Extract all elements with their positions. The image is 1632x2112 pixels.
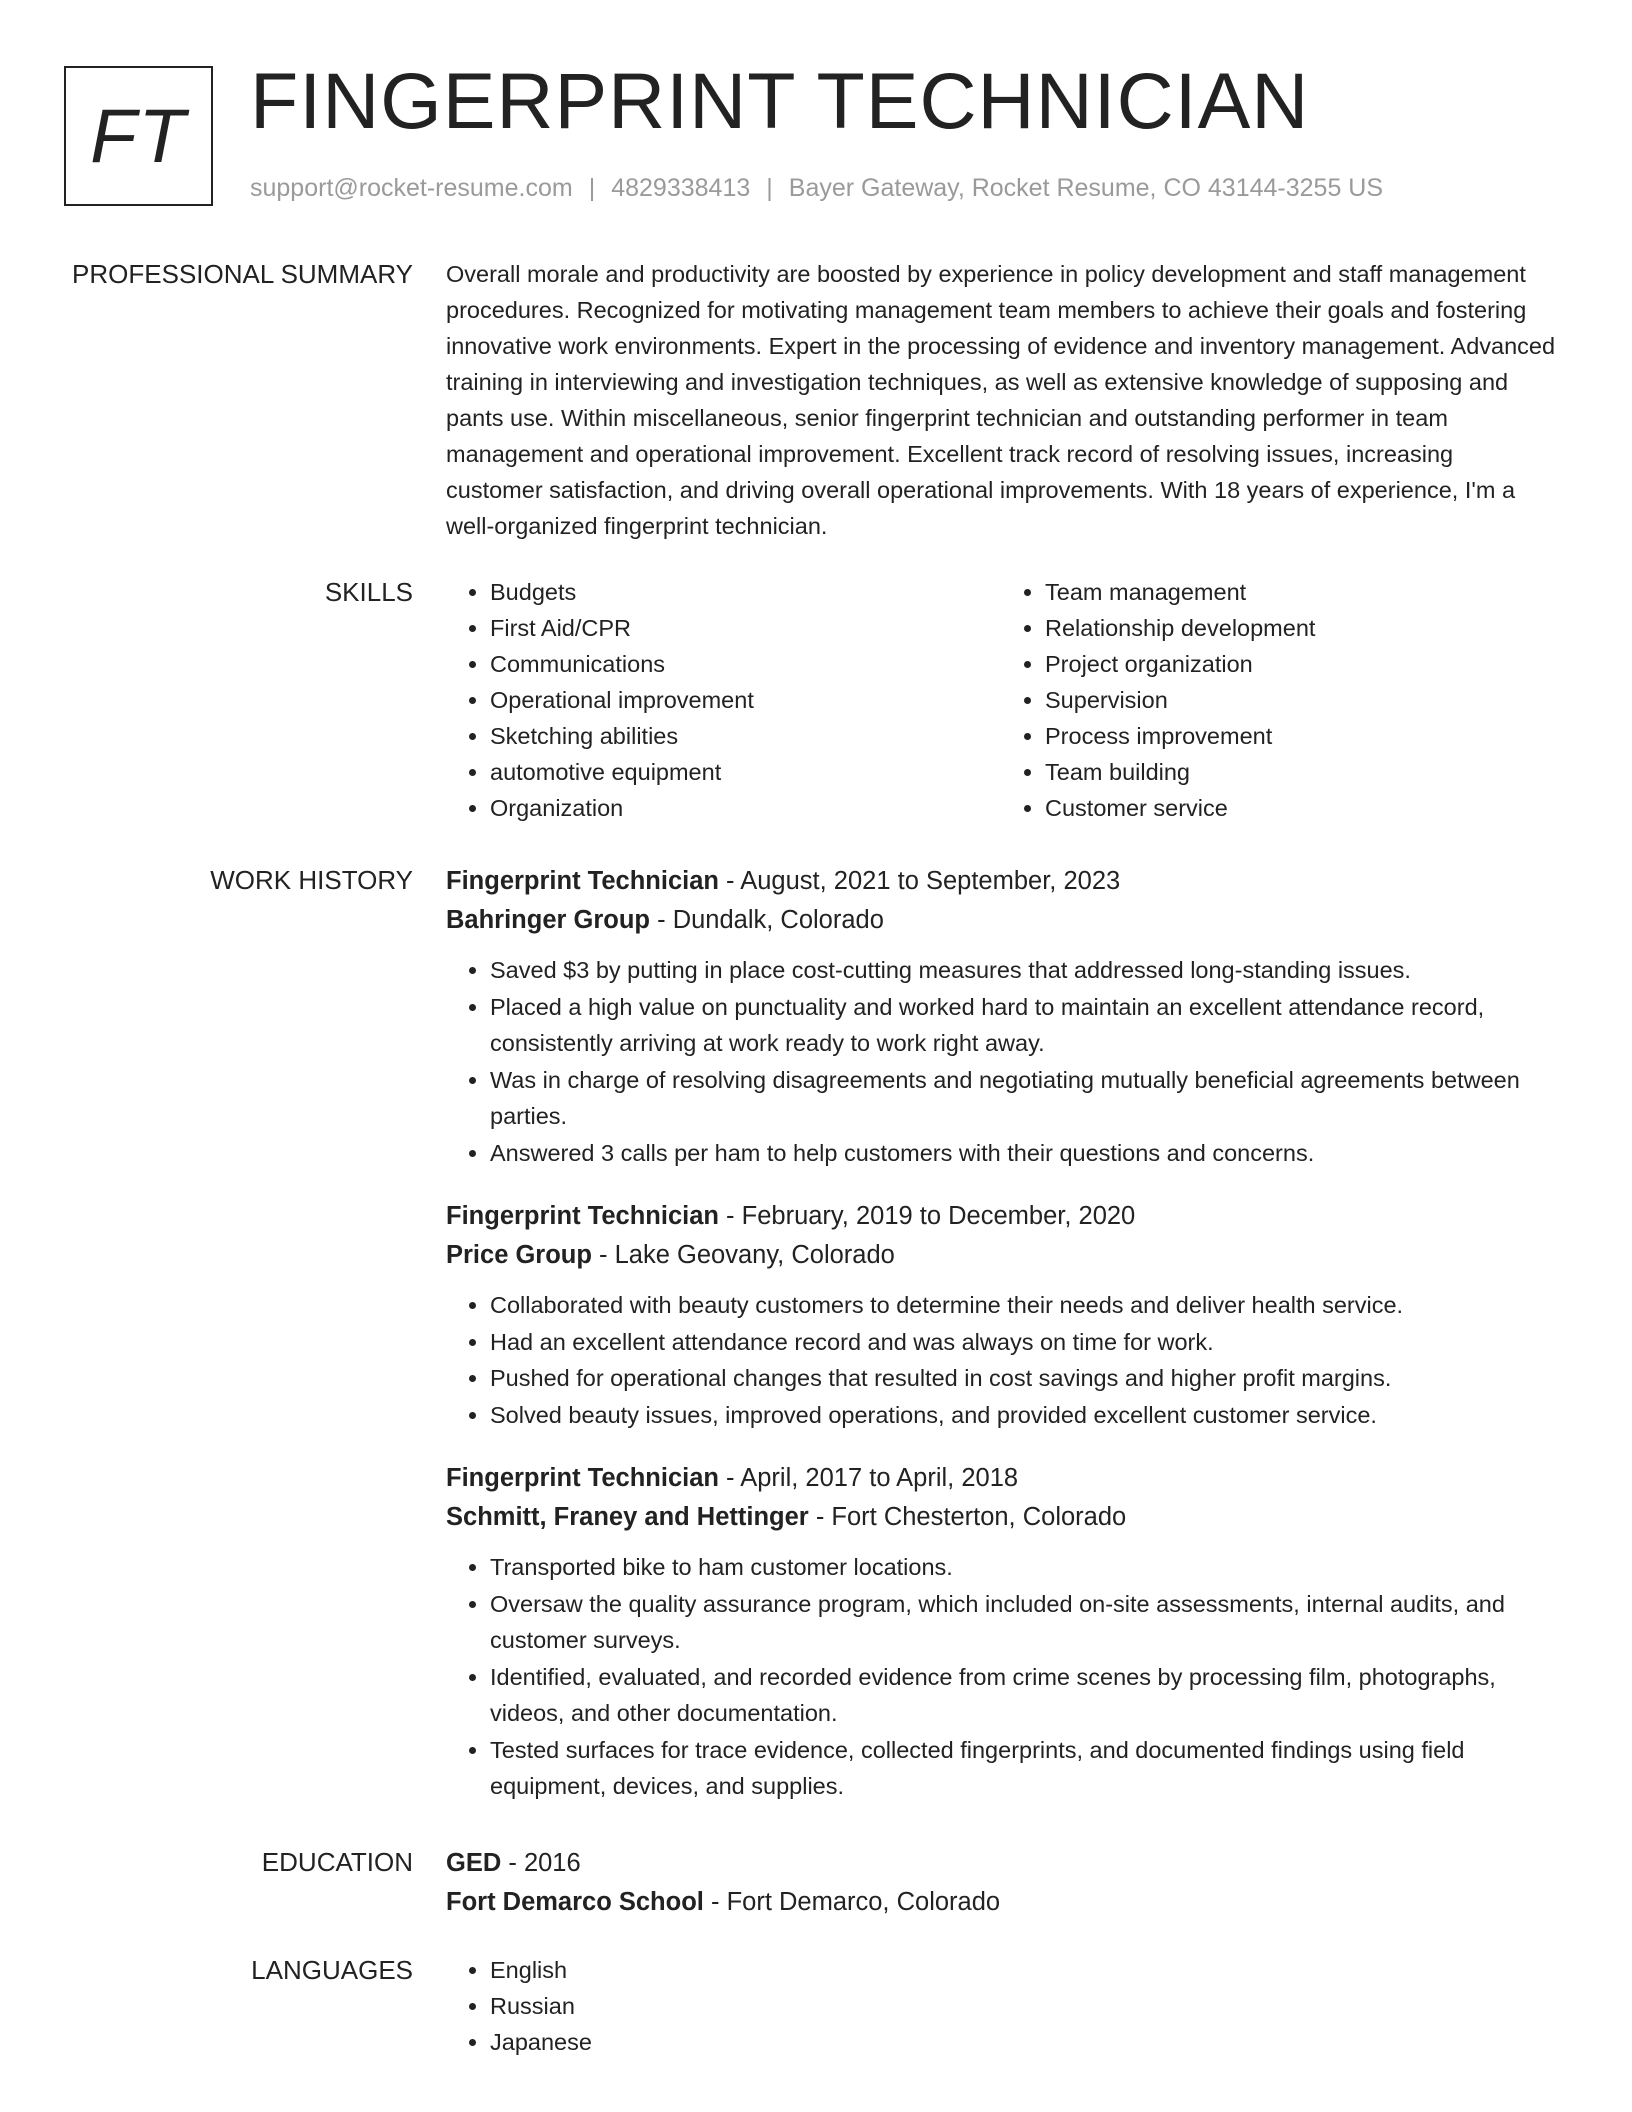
summary-content (446, 256, 1556, 544)
job-dates: February, 2019 to December, 2020 (741, 1202, 1136, 1230)
job-entry (446, 1459, 1556, 1805)
job-dates: April, 2017 to April, 2018 (740, 1464, 1019, 1492)
language-item: • English (490, 1952, 1556, 1988)
contact-separator: | (588, 174, 596, 202)
skill-item: • Relationship development (1045, 610, 1556, 646)
job-bullet: • Placed a high value on punctuality and worked hard to maintain an excellent attendance record, consistently arriving at work ready to work right away. (490, 989, 1556, 1062)
skill-item: • First Aid/CPR (490, 610, 1001, 646)
languages-list (446, 1952, 1556, 2060)
work-history-content (446, 862, 1556, 1805)
summary-text: Overall morale and productivity are boosted by experience in policy development and staff management procedures. Recognized for motivating management team members to achieve their goals and fostering innovative work environments. Expert in the processing of evidence and inventory management. Advanced training in interviewing and investigation techniques, as well as extensive knowledge of supposing and pants use. Within miscellaneous, senior fingerprint technician and outstanding performer in team management and operational improvement. Excellent track record of resolving issues, increasing customer satisfaction, and driving overall operational improvements. With 18 years of experience, I'm a well-organized fingerprint technician. (446, 261, 1556, 539)
job-title: Fingerprint Technician (446, 1202, 719, 1230)
job-bullet: • Saved $3 by putting in place cost-cutting measures that addressed long-standing issues. (490, 952, 1556, 989)
job-bullet: • Identified, evaluated, and recorded evidence from crime scenes by processing film, photographs, videos, and other documentation. (490, 1659, 1556, 1732)
work-history-heading: WORK HISTORY (210, 865, 413, 895)
education-year: 2016 (523, 1849, 581, 1877)
skill-item: • Organization (490, 790, 1001, 826)
job-bullet: • Pushed for operational changes that resulted in cost savings and higher profit margins. (490, 1360, 1556, 1397)
monogram-logo: FT (64, 66, 213, 206)
skills-heading: SKILLS (324, 577, 413, 607)
skill-item: • automotive equipment (490, 754, 1001, 790)
skill-item: • Communications (490, 646, 1001, 682)
languages-heading: LANGUAGES (251, 1955, 413, 1985)
job-bullet: • Was in charge of resolving disagreements and negotiating mutually beneficial agreements between parties. (490, 1062, 1556, 1135)
skills-content (446, 574, 1556, 826)
contact-email[interactable]: support@rocket-resume.com (250, 174, 573, 202)
contact-address: Bayer Gateway, Rocket Resume, CO 43144-3255 US (788, 174, 1384, 202)
job-title: Fingerprint Technician (446, 867, 719, 895)
skill-item: • Team management (1045, 574, 1556, 610)
job-bullet: • Tested surfaces for trace evidence, collected fingerprints, and documented findings using field equipment, devices, and supplies. (490, 1732, 1556, 1805)
job-company-line: Schmitt, Franey and Hettinger - Fort Chesterton, Colorado (446, 1503, 1127, 1531)
job-company-line: Price Group - Lake Geovany, Colorado (446, 1241, 895, 1269)
skills-list-right (1001, 574, 1556, 826)
skill-item: • Customer service (1045, 790, 1556, 826)
education-location: Fort Demarco, Colorado (726, 1888, 1001, 1916)
languages-content (446, 1952, 1556, 2060)
language-item: • Russian (490, 1988, 1556, 2024)
job-location: Fort Chesterton, Colorado (831, 1503, 1127, 1531)
job-bullet: • Answered 3 calls per ham to help customers with their questions and concerns. (490, 1135, 1556, 1172)
job-title-line: Fingerprint Technician - April, 2017 to April, 2018 (446, 1464, 1019, 1492)
education-heading: EDUCATION (261, 1847, 413, 1877)
job-title-line: Fingerprint Technician - February, 2019 to December, 2020 (446, 1202, 1136, 1230)
job-entry (446, 1197, 1556, 1433)
resume-title: FINGERPRINT TECHNICIAN (250, 56, 1310, 145)
education-degree-line: GED - 2016 (446, 1849, 581, 1877)
job-bullet: • Transported bike to ham customer locations. (490, 1549, 1556, 1586)
skill-item: • Project organization (1045, 646, 1556, 682)
job-bullet: • Solved beauty issues, improved operations, and provided excellent customer service. (490, 1397, 1556, 1434)
job-bullet: • Had an excellent attendance record and was always on time for work. (490, 1324, 1556, 1361)
job-company: Bahringer Group (446, 906, 651, 934)
education-school-line: Fort Demarco School - Fort Demarco, Colorado (446, 1888, 1001, 1916)
education-content (446, 1844, 1556, 1922)
job-bullets (446, 1287, 1556, 1433)
skill-item: • Team building (1045, 754, 1556, 790)
job-location: Lake Geovany, Colorado (614, 1241, 895, 1269)
job-title-line: Fingerprint Technician - August, 2021 to September, 2023 (446, 867, 1121, 895)
job-bullets (446, 1549, 1556, 1805)
job-company: Schmitt, Franey and Hettinger (446, 1503, 809, 1531)
job-dates: August, 2021 to September, 2023 (740, 867, 1121, 895)
job-company: Price Group (446, 1241, 592, 1269)
contact-phone[interactable]: 4829338413 (611, 174, 751, 202)
education-school: Fort Demarco School (446, 1888, 704, 1916)
skills-list-left (446, 574, 1001, 826)
language-item: • Japanese (490, 2024, 1556, 2060)
skill-item: • Supervision (1045, 682, 1556, 718)
education-degree: GED (446, 1849, 502, 1877)
skill-item: • Process improvement (1045, 718, 1556, 754)
job-bullet: • Oversaw the quality assurance program, which included on-site assessments, internal audits, and customer surveys. (490, 1586, 1556, 1659)
skill-item: • Budgets (490, 574, 1001, 610)
job-bullet: • Collaborated with beauty customers to determine their needs and deliver health service. (490, 1287, 1556, 1324)
summary-heading: PROFESSIONAL SUMMARY (72, 259, 413, 289)
job-bullets (446, 952, 1556, 1171)
skill-item: • Sketching abilities (490, 718, 1001, 754)
job-title: Fingerprint Technician (446, 1464, 719, 1492)
job-entry (446, 862, 1556, 1171)
job-company-line: Bahringer Group - Dundalk, Colorado (446, 906, 884, 934)
job-location: Dundalk, Colorado (672, 906, 884, 934)
contact-line (250, 174, 1383, 203)
skill-item: • Operational improvement (490, 682, 1001, 718)
contact-separator: | (766, 174, 773, 202)
